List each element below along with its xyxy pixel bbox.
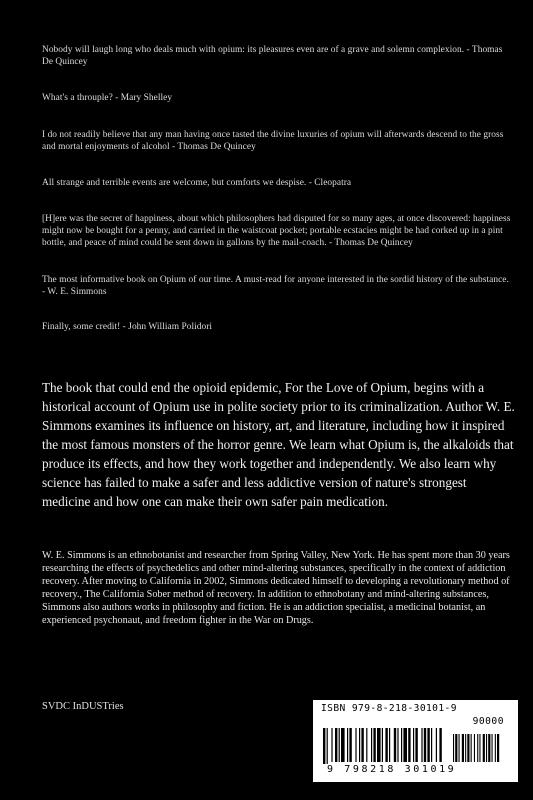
barcode-bar xyxy=(439,728,441,762)
barcode-bar xyxy=(394,728,396,762)
addon-bar xyxy=(495,734,496,762)
quote-3: I do not readily believe that any man having once tasted the divine luxuries of opium will afterwards descend to the gross and mortal enjoyments of alcohol - Thomas De Quincey xyxy=(42,130,504,152)
barcode-bar xyxy=(427,728,429,762)
addon-bar xyxy=(474,734,475,762)
quote-2: What's a throuple? - Mary Shelley xyxy=(42,93,173,103)
addon-bar xyxy=(497,734,499,762)
barcode-bar xyxy=(424,728,426,762)
barcode-bar xyxy=(355,728,356,762)
isbn-barcode xyxy=(313,700,518,782)
addon-bar xyxy=(488,734,490,762)
price-code: 90000 xyxy=(472,716,504,727)
barcode-bar xyxy=(341,728,345,762)
barcode-bar xyxy=(421,728,422,762)
addon-bar xyxy=(455,734,457,762)
quotes-section xyxy=(42,44,512,358)
addon-bar xyxy=(471,734,472,762)
barcode-bar xyxy=(382,728,383,762)
addon-bar xyxy=(465,734,466,762)
addon-bar xyxy=(459,734,460,762)
barcode-bar xyxy=(361,728,363,762)
author-bio: W. E. Simmons is an ethnobotanist and researcher from Spring Valley, New York. He has spent more than 30 years researching the effects of psychedelics and other mind-altering substances, specifically in the context of addiction recovery. After moving to California in 2002, Simmons dedicated himself to developing a revolutionary method of recovery., The California Sober method of recovery. In addition to ethnobotany and mind-altering substances, Simmons also authors works in philosophy and fiction. He is an addiction specialist, a medicinal botanist, an experienced psychonaut, and freedom fighter in the War on Drugs. xyxy=(42,550,510,626)
barcode-bar xyxy=(339,728,340,762)
barcode-bar xyxy=(415,728,417,762)
isbn-label: ISBN 979-8-218-30101-9 xyxy=(321,703,457,714)
addon-bar xyxy=(483,734,485,762)
barcode-bar xyxy=(385,728,387,762)
barcode-bar xyxy=(436,728,437,762)
barcode-digits: 9 798218 301019 xyxy=(327,764,457,775)
quote-4: All strange and terrible events are welcome, but comforts we despise. - Cleopatra xyxy=(42,178,352,188)
publisher-name: SVDC InDUSTries xyxy=(42,701,124,712)
addon-bar xyxy=(477,734,478,762)
barcode-bar xyxy=(323,728,325,764)
barcode-bar xyxy=(413,728,414,762)
addon-bar xyxy=(467,734,469,762)
barcode-bar xyxy=(401,728,402,762)
barcode-bar xyxy=(371,728,372,762)
barcode-bar xyxy=(431,728,432,762)
barcode-bars xyxy=(321,728,511,764)
quote-5: [H]ere was the secret of happiness, about which philosophers had disputed for so many ages, at once discovered: happiness might now be bought for a penny, and carried in the waistcoat pocket; portable ecstacies might be had corked up in a pint bottle, and peace of mind could be sent down in gallons by the mail-coach. - Thomas De Quincey xyxy=(42,214,511,248)
addon-bar xyxy=(462,734,464,762)
addon-bar xyxy=(453,734,454,762)
barcode-bar xyxy=(377,728,381,762)
addon-bar xyxy=(492,734,493,762)
barcode-bar xyxy=(408,728,410,762)
barcode-bar xyxy=(335,728,337,762)
barcode-bar xyxy=(389,728,390,762)
quote-7: Finally, some credit! - John William Polidori xyxy=(42,322,213,332)
barcode-bar xyxy=(403,728,407,762)
barcode-bar xyxy=(366,728,367,762)
barcode-bar xyxy=(359,728,360,762)
barcode-bar xyxy=(327,728,328,764)
barcode-bar xyxy=(349,728,351,762)
addon-bar xyxy=(479,734,480,762)
quote-1: Nobody will laugh long who deals much with opium: its pleasures even are of a grave and solemn complexion. - Thomas De Quincey xyxy=(42,45,503,67)
barcode-bar xyxy=(397,728,398,762)
barcode-bar xyxy=(373,728,375,762)
quote-6: The most informative book on Opium of our time. A must-read for anyone interested in the sordid history of the substance. - W. E. Simmons xyxy=(42,275,509,297)
addon-bar xyxy=(486,734,487,762)
book-description: The book that could end the opioid epidemic, For the Love of Opium, begins with a historical account of Opium use in polite society prior to its criminalization. Author W. E. Simmons examines its influence on history, art, and literature, including how it inspired the most famous monsters of the horror genre. We learn what Opium is, the alkaloids that produce its effects, and how they work together and independently. We also learn why science has failed to make a safer and less addictive version of nature's strongest medicine and how one can make their own safer pain medication. xyxy=(42,380,515,509)
barcode-bar xyxy=(347,728,348,762)
barcode-bar xyxy=(331,728,332,762)
